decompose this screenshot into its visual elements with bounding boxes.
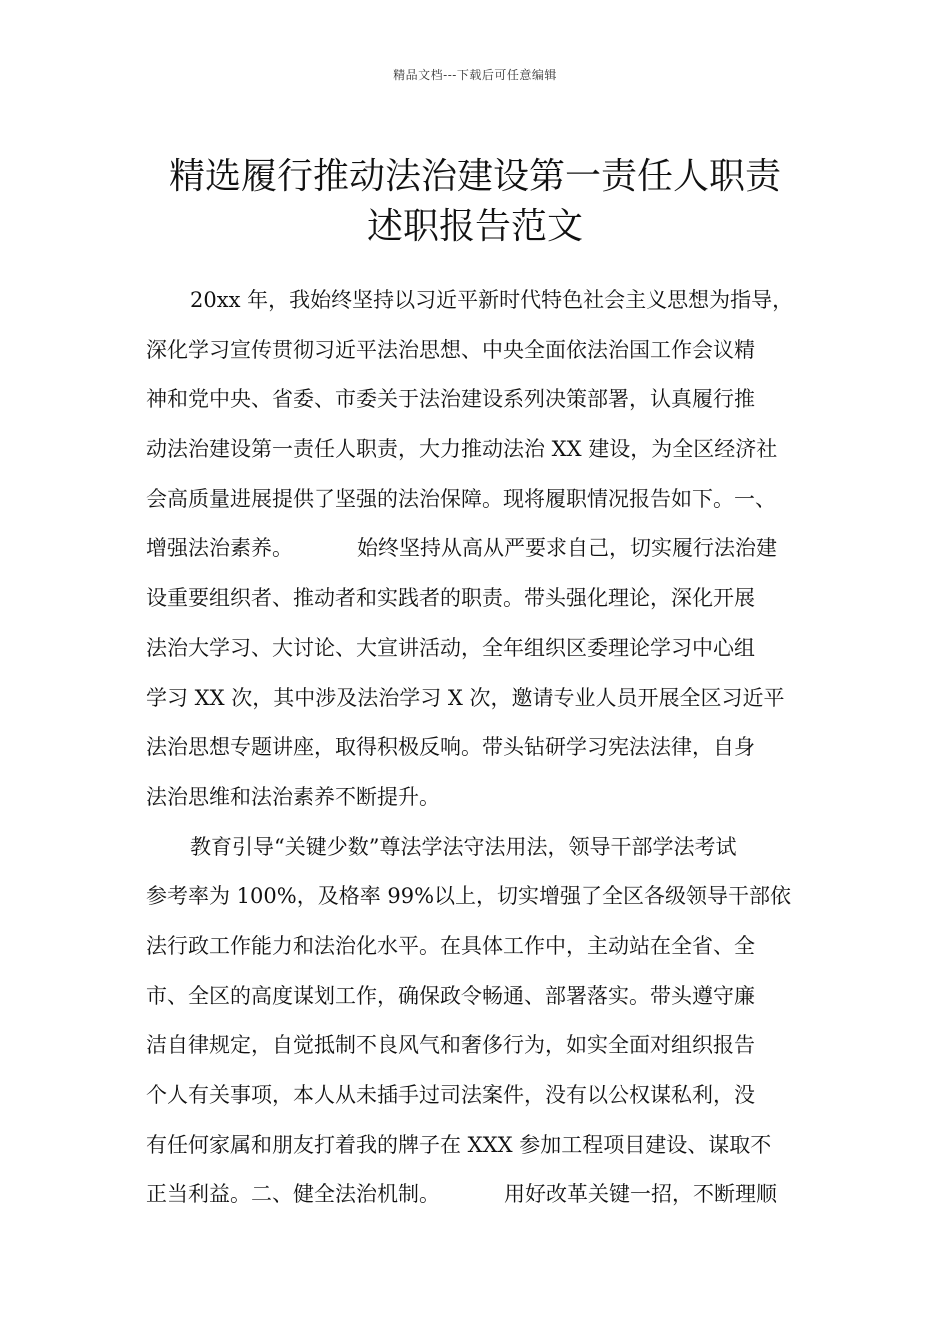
text-line [146,1170,826,1220]
text-line: 参考率为 100%，及格率 99%以上，切实增强了全区各级领导干部依 [146,884,792,909]
section-heading: 正当利益。二、健全法治机制。 [146,1182,440,1207]
title-line-2: 述职报告范文 [366,206,583,248]
text-line: 学习 XX 次，其中涉及法治学习 X 次，邀请专业人员开展全区习近平 [146,685,785,710]
text-line: 法治思想专题讲座，取得积极反响。带头钻研学习宪法法律，自身 [146,735,755,760]
header-note: 精品文档---下载后可任意编辑 [393,68,557,82]
text-line: 动法治建设第一责任人职责，大力推动法治 XX 建设，为全区经济社 [146,437,778,462]
text-line: 会高质量进展提供了坚强的法治保障。现将履职情况报告如下。一、 [146,486,776,511]
text-line: 市、全区的高度谋划工作，确保政令畅通、部署落实。带头遵守廉 [146,983,755,1008]
text-line: 法行政工作能力和法治化水平。在具体工作中，主动站在全省、全 [146,933,755,958]
text-line: 法治大学习、大讨论、大宣讲活动，全年组织区委理论学习中心组 [146,635,755,660]
text-line: 20xx 年，我始终坚持以习近平新时代特色社会主义思想为指导， [190,288,794,312]
text-line: 教育引导“关键少数”尊法学法守法用法，领导干部学法考试 [190,834,737,859]
paragraph-1 [146,276,826,823]
document-title [100,152,850,252]
text-line: 有任何家属和朋友打着我的牌子在 XXX 参加工程项目建设、谋取不 [146,1132,772,1157]
text-line: 法治思维和法治素养不断提升。 [146,784,440,809]
text-line: 神和党中央、省委、市委关于法治建设系列决策部署，认真履行推 [146,387,755,412]
title-line-1: 精选履行推动法治建设第一责任人职责 [168,156,781,198]
paragraph-2 [146,823,826,1221]
text-line: 个人有关事项，本人从未插手过司法案件，没有以公权谋私利，没 [146,1083,755,1107]
document-body [146,276,826,1220]
text-line: 深化学习宣传贯彻习近平法治思想、中央全面依法治国工作会议精 [146,337,755,362]
text-fragment: 始终坚持从高从严要求自己，切实履行法治建 [357,536,777,561]
text-fragment: 用好改革关键一招，不断理顺 [504,1182,777,1207]
text-line [146,524,826,574]
section-heading: 增强法治素养。 [146,536,293,561]
text-line: 洁自律规定，自觉抵制不良风气和奢侈行为，如实全面对组织报告 [146,1033,755,1058]
text-line: 设重要组织者、推动者和实践者的职责。带头强化理论，深化开展 [146,586,755,611]
